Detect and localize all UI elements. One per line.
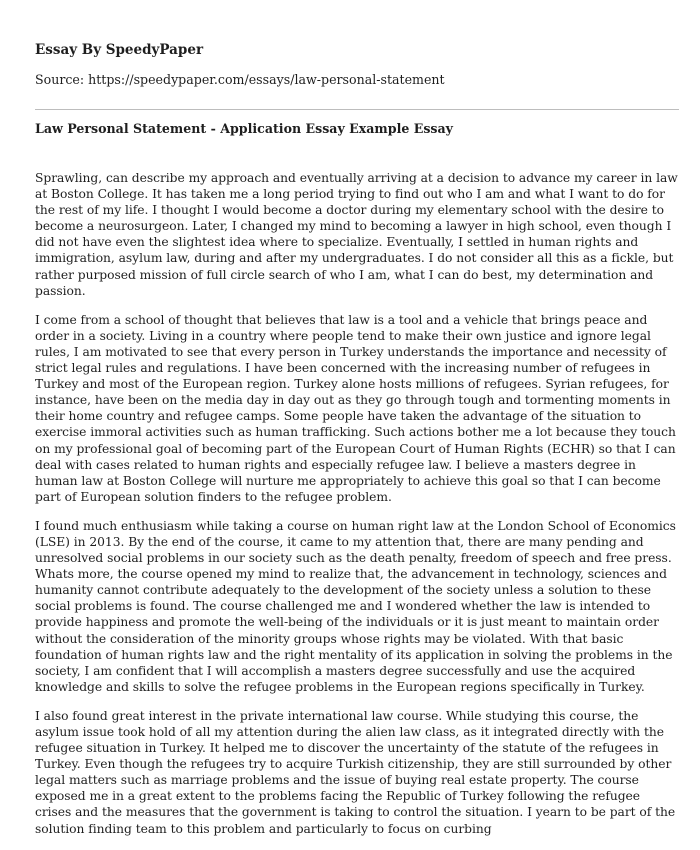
header-divider — [35, 109, 679, 110]
paragraph-1: Sprawling, can describe my approach and eventually arriving at a decision to advance my career in law at Boston College. It has taken me a long period trying to find out who I am and what I want to do for the rest of my life. I thought I would become a doctor during my elementary school with the desire to become a neurosurgeon. Later, I changed my mind to becoming a lawyer in high school, even though I did not have even the slightest idea where to specialize. Eventually, I settled in human rights and immigration, asylum law, during and after my undergraduates. I do not consider all this as a fickle, but rather purposed mission of full circle search of who I am, what I can do best, my determination and passion. — [35, 171, 678, 298]
essay-title: Law Personal Statement - Application Essay Example Essay — [35, 121, 454, 136]
paragraph-3: I found much enthusiasm while taking a course on human right law at the London School of Economics (LSE) in 2013. By the end of the course, it came to my attention that, there are many pending and unresolved social problems in our society such as the death penalty, freedom of speech and free press. Whats more, the course opened my mind to realize that, the advancement in technology, sciences and humanity cannot contribute adequately to the development of the society unless a solution to these social problems is found. The course challenged me and I wondered whether the law is intended to provide happiness and promote the well-being of the individuals or it is just meant to maintain order without the consideration of the minority groups whose rights may be violated. With that basic foundation of human rights law and the right mentality of its application in solving the problems in the society, I am confident that I will accomplish a masters degree successfully and use the acquired knowledge and skills to solve the refugee problems in the European regions specifically in Turkey. — [35, 518, 676, 694]
paragraph-2: I come from a school of thought that believes that law is a tool and a vehicle that brings peace and order in a society. Living in a country where people tend to make their own justice and ignore legal rules, I am motivated to see that every person in Turkey understands the importance and necessity of strict legal rules and regulations. I have been concerned with the increasing number of refugees in Turkey and most of the European region. Turkey alone hosts millions of refugees. Syrian refugees, for instance, have been on the media day in day out as they go through tough and tormenting moments in their home country and refugee camps. Some people have taken the advantage of the situation to exercise immoral activities such as human trafficking. Such actions bother me a lot because they touch on my professional goal of becoming part of the European Court of Human Rights (ECHR) so that I can deal with cases related to human rights and especially refugee law. I believe a masters degree in human law at Boston College will nurture me appropriately to achieve this goal so that I can become part of European solution finders to the refugee problem. — [35, 312, 676, 504]
source-line: Source: https://speedypaper.com/essays/law-personal-statement — [35, 72, 445, 87]
brand-heading: Essay By SpeedyPaper — [35, 42, 204, 58]
paragraph-4: I also found great interest in the private international law course. While studying this course, the asylum issue took hold of all my attention during the alien law class, as it integrated directly with the refugee situation in Turkey. It helped me to discover the uncertainty of the statute of the refugees in Turkey. Even though the refugees try to acquire Turkish citizenship, they are still surrounded by other legal matters such as marriage problems and the issue of buying real estate property. The course exposed me in a great extent to the problems facing the Republic of Turkey following the refugee crises and the measures that the government is taking to control the situation. I yearn to be part of the solution finding team to this problem and particularly to focus on curbing — [35, 708, 676, 836]
essay-body — [35, 170, 680, 850]
